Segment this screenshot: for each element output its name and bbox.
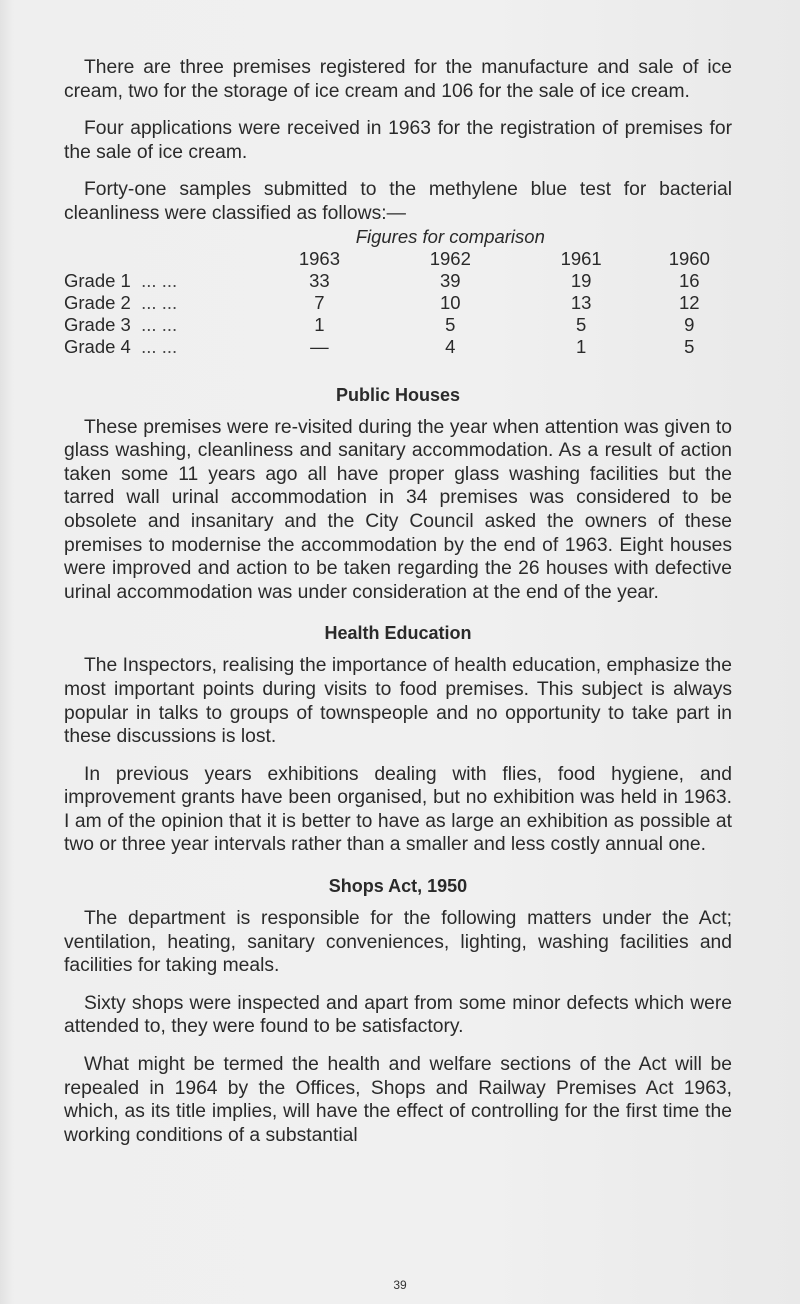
header-1962: 1962 xyxy=(429,247,471,269)
cell-1962: 10 xyxy=(440,291,461,313)
shops-act-paragraph-2: Sixty shops were inspected and apart from some minor defects which were attended to, they were found to be satisfactory. xyxy=(64,992,732,1038)
shops-act-paragraph-3: What might be termed the health and welfare sections of the Act will be repealed in 1964 by the Offices, Shops and Railway Premises Act 1963, which, as its title implies, will have the effect of controlling for the first time the working conditions of a substantial xyxy=(64,1054,732,1146)
health-education-paragraph-1: The Inspectors, realising the importance of health education, emphasize the most important points during visits to food premises. This subject is always popular in talks to groups of townspeople and no opportunity to take part in these discussions is lost. xyxy=(64,655,732,748)
health-education-paragraph-2: In previous years exhibitions dealing with flies, food hygiene, and improvement grants have been organised, but no exhibition was held in 1963. I am of the opinion that it is better to have as large an exhibition as possible at two or three year intervals rather than a smaller and less costly annual one. xyxy=(64,763,732,856)
header-1963: 1963 xyxy=(298,247,340,269)
table-row xyxy=(64,314,732,336)
cell-1963: 1 xyxy=(314,313,325,335)
cell-1962: 5 xyxy=(445,313,456,335)
cell-1961: 5 xyxy=(576,313,587,335)
comparison-caption: Figures for comparison xyxy=(355,225,545,247)
table-row xyxy=(64,292,732,314)
shops-act-heading: Shops Act, 1950 xyxy=(328,876,468,897)
registration-applications-paragraph: Four applications were received in 1963 for the registration of premises for the sale of ice cream. xyxy=(64,118,732,163)
grade-label: Grade 2 xyxy=(64,291,131,313)
health-education-heading: Health Education xyxy=(324,623,472,644)
cell-1961: 19 xyxy=(570,269,592,291)
table-row xyxy=(64,336,732,358)
cell-1960: 5 xyxy=(684,335,695,357)
cell-1963: 7 xyxy=(314,291,325,313)
leader-dots: ... ... xyxy=(141,269,178,291)
header-1960: 1960 xyxy=(668,247,710,269)
leader-dots: ... ... xyxy=(141,291,178,313)
page-number: 39 xyxy=(393,1278,407,1292)
public-houses-paragraph: These premises were re-visited during the year when attention was given to glass washing, cleanliness and sanitary accommodation. As a result of action taken some 11 years ago all have proper glass washing facilities but the tarred wall urinal accommodation in 34 premises was considered to be obsolete and insanitary and the City Council asked the owners of these premises to modernise the accommodation by the end of 1963. Eight houses were improved and action to be taken regarding the 26 houses with defective urinal accommodation was under consideration at the end of the year. xyxy=(64,416,732,603)
header-1961: 1961 xyxy=(560,247,602,269)
leader-dots: ... ... xyxy=(141,313,178,335)
ice-cream-premises-paragraph: There are three premises registered for the manufacture and sale of ice cream, two for the storage of ice cream and 106 for the sale of ice cream. xyxy=(64,57,732,102)
grade-label: Grade 4 xyxy=(64,335,131,357)
grade-label: Grade 3 xyxy=(64,313,131,335)
table-row xyxy=(64,270,732,292)
cell-1963: 33 xyxy=(309,269,330,291)
grade-label: Grade 1 xyxy=(64,269,131,291)
text-column xyxy=(64,56,732,1161)
cell-1960: 16 xyxy=(679,269,700,291)
cell-1961: 13 xyxy=(570,291,592,313)
cell-1960: 12 xyxy=(679,291,700,313)
cell-1962: 39 xyxy=(440,269,461,291)
grades-table xyxy=(64,226,732,358)
cell-1960: 9 xyxy=(684,313,695,335)
shops-act-paragraph-1: The department is responsible for the following matters under the Act; ventilation, heating, sanitary conveniences, lighting, washing facilities and facilities for taking meals. xyxy=(64,908,732,977)
methylene-test-paragraph: Forty-one samples submitted to the methylene blue test for bacterial cleanliness were classified as follows:— xyxy=(64,179,732,224)
public-houses-heading: Public Houses xyxy=(335,384,461,405)
leader-dots: ... ... xyxy=(141,335,178,357)
table-caption-row xyxy=(64,226,732,248)
cell-1961: 1 xyxy=(576,335,587,357)
table-header-row xyxy=(64,248,732,270)
cell-1962: 4 xyxy=(445,335,456,357)
cell-1963: — xyxy=(310,335,329,357)
